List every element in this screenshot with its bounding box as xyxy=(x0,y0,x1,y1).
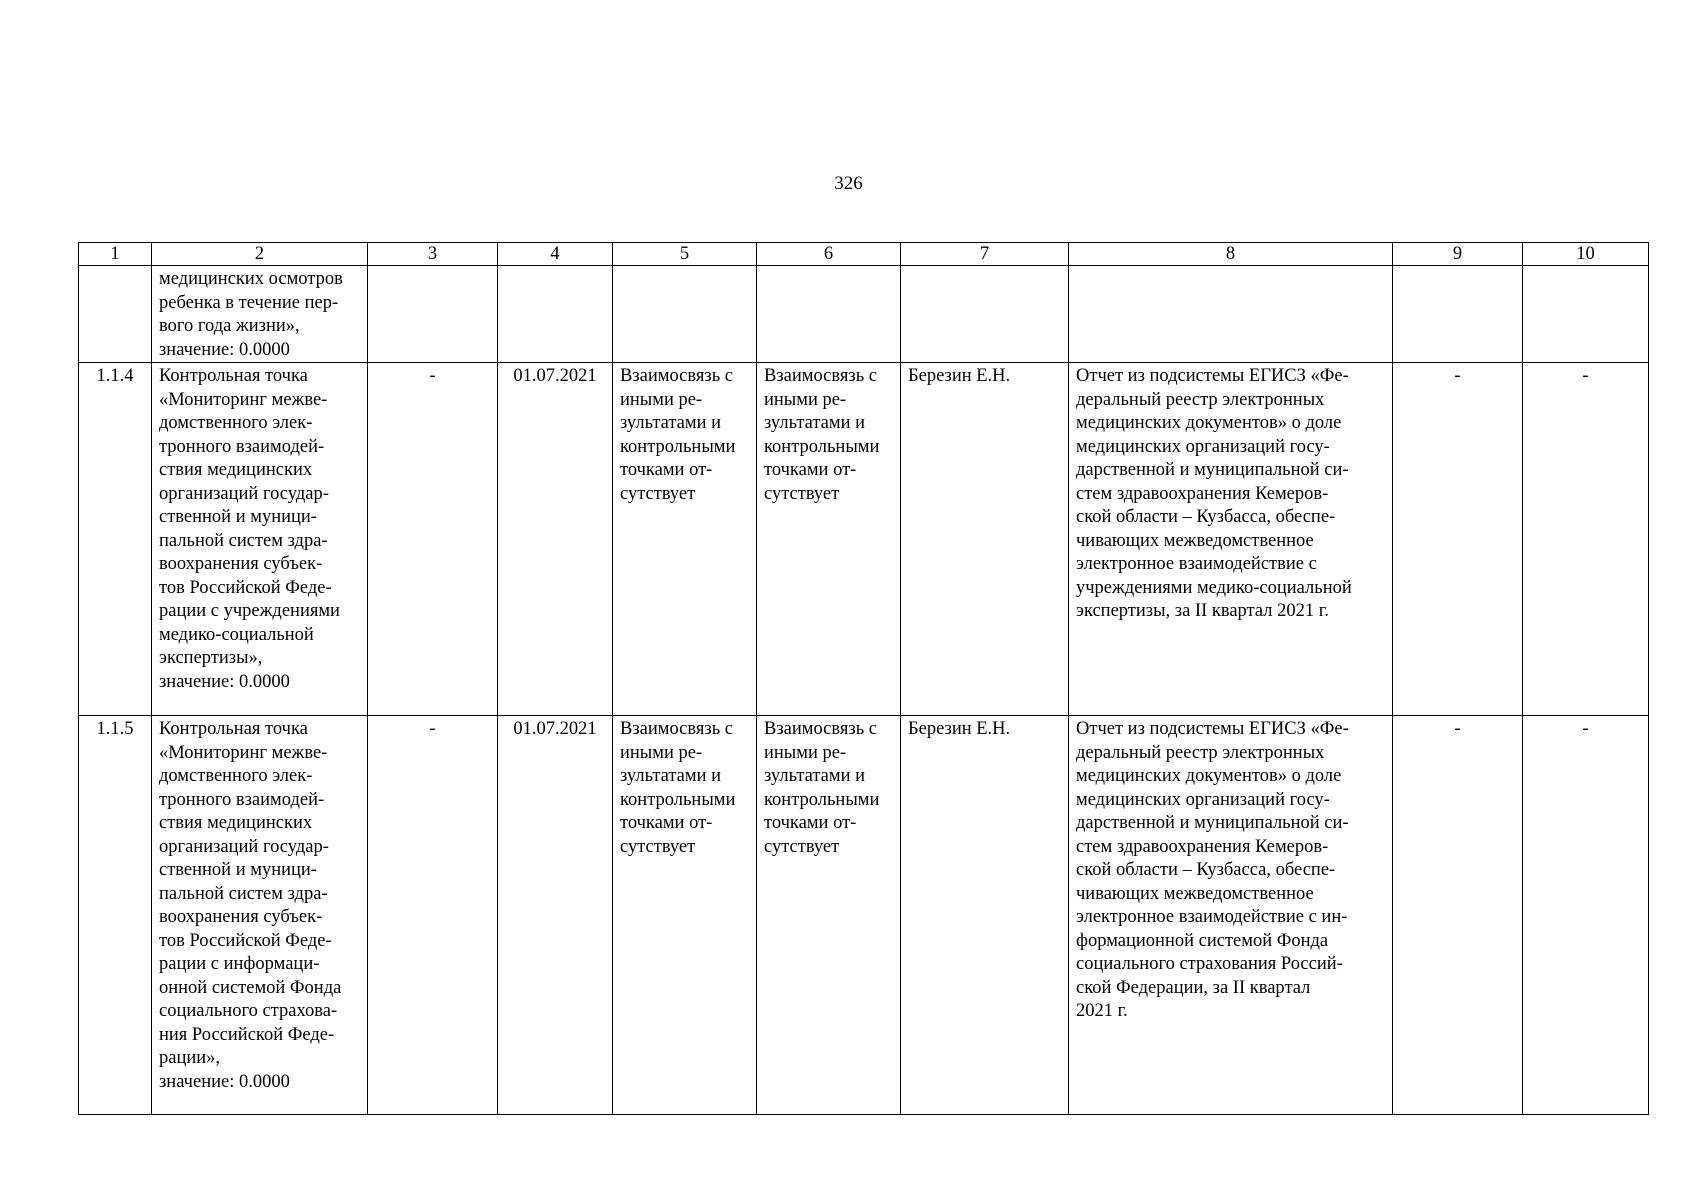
column-header: 10 xyxy=(1523,243,1649,266)
responsible-person: Березин Е.Н. xyxy=(901,363,1069,716)
table-row xyxy=(79,716,1649,1115)
milestone-name: Контрольная точка «Мониторинг межве- домственного элек- тронного взаимодей- ствия медицинских организаций государ- ственной и муници- пальной систем здра- воохранения субъек- тов Российской Феде- рации с учреждениями медико-социальной экспертизы», значение: 0.0000 xyxy=(152,363,368,716)
cell-col9: - xyxy=(1393,363,1523,716)
link-points: Взаимосвязь с иными ре- зультатами и контрольными точками от- сутствует xyxy=(757,716,901,1115)
responsible-person: Березин Е.Н. xyxy=(901,716,1069,1115)
confirming-document xyxy=(1069,266,1393,363)
cell-col3: - xyxy=(368,716,498,1115)
table-header-row xyxy=(79,243,1649,266)
link-points xyxy=(757,266,901,363)
cell-col10 xyxy=(1523,266,1649,363)
column-header: 1 xyxy=(79,243,152,266)
column-header: 2 xyxy=(152,243,368,266)
row-number: 1.1.5 xyxy=(79,716,152,1115)
column-header: 3 xyxy=(368,243,498,266)
cell-col3: - xyxy=(368,363,498,716)
column-header: 5 xyxy=(613,243,757,266)
column-header: 4 xyxy=(498,243,613,266)
link-results xyxy=(613,266,757,363)
milestone-name: медицинских осмотров ребенка в течение пер- вого года жизни», значение: 0.0000 xyxy=(152,266,368,363)
link-results: Взаимосвязь с иными ре- зультатами и контрольными точками от- сутствует xyxy=(613,363,757,716)
milestone-date xyxy=(498,266,613,363)
column-header: 6 xyxy=(757,243,901,266)
cell-col9: - xyxy=(1393,716,1523,1115)
cell-col9 xyxy=(1393,266,1523,363)
milestone-date: 01.07.2021 xyxy=(498,363,613,716)
confirming-document: Отчет из подсистемы ЕГИСЗ «Фе- деральный реестр электронных медицинских документов» о доле медицинских организаций госу- дарственной и муниципальной си- стем здравоохранения Кемеров- ской области – Кузбасса, обеспе- чивающих межведомственное электронное взаимодействие с ин- формационной системой Фонда социального страхования Россий- ской Федерации, за II квартал 2021 г. xyxy=(1069,716,1393,1115)
column-header: 7 xyxy=(901,243,1069,266)
responsible-person xyxy=(901,266,1069,363)
link-results: Взаимосвязь с иными ре- зультатами и контрольными точками от- сутствует xyxy=(613,716,757,1115)
row-number xyxy=(79,266,152,363)
page-number: 326 xyxy=(834,173,863,194)
table-row xyxy=(79,266,1649,363)
confirming-document: Отчет из подсистемы ЕГИСЗ «Фе- деральный реестр электронных медицинских документов» о доле медицинских организаций госу- дарственной и муниципальной си- стем здравоохранения Кемеров- ской области – Кузбасса, обеспе- чивающих межведомственное электронное взаимодействие с учреждениями медико-социальной экспертизы, за II квартал 2021 г. xyxy=(1069,363,1393,716)
link-points: Взаимосвязь с иными ре- зультатами и контрольными точками от- сутствует xyxy=(757,363,901,716)
milestone-name: Контрольная точка «Мониторинг межве- домственного элек- тронного взаимодей- ствия медицинских организаций государ- ственной и муници- пальной систем здра- воохранения субъек- тов Российской Феде- рации с информаци- онной системой Фонда социального страхова- ния Российской Феде- рации», значение: 0.0000 xyxy=(152,716,368,1115)
table-row xyxy=(79,363,1649,716)
cell-col10: - xyxy=(1523,716,1649,1115)
row-number: 1.1.4 xyxy=(79,363,152,716)
column-header: 9 xyxy=(1393,243,1523,266)
column-header: 8 xyxy=(1069,243,1393,266)
milestone-date: 01.07.2021 xyxy=(498,716,613,1115)
cell-col10: - xyxy=(1523,363,1649,716)
milestones-table xyxy=(78,242,1649,1115)
cell-col3 xyxy=(368,266,498,363)
